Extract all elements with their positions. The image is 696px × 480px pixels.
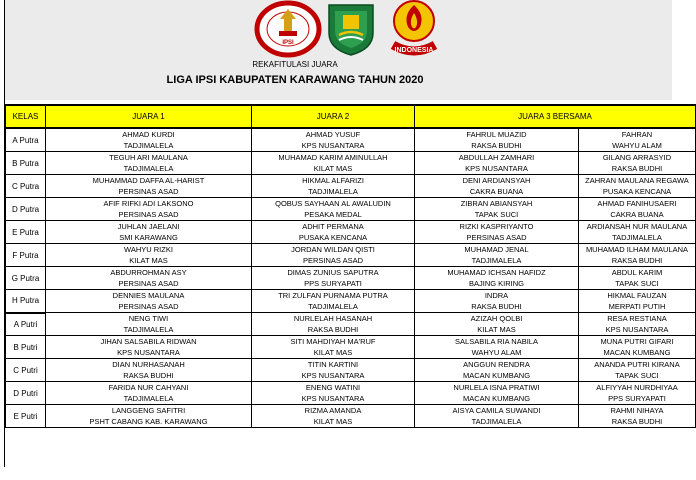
athlete-name-cell: ANANDA PUTRI KIRANA xyxy=(579,359,696,371)
club-name-cell: MACAN KUMBANG xyxy=(415,393,579,405)
table-row xyxy=(6,255,696,267)
club-name-cell: TADJIMALELA xyxy=(415,255,579,267)
table-row xyxy=(6,290,696,302)
table-row xyxy=(6,140,696,152)
ipsi-logo-caption: IPSI xyxy=(282,40,294,46)
athlete-name-cell: MUHAMAD JENAL xyxy=(415,244,579,256)
athlete-name-cell: DIMAS ZUNIUS SAPUTRA xyxy=(252,267,415,279)
club-name-cell: RAKSA BUDHI xyxy=(415,301,579,313)
spreadsheet-frame xyxy=(4,0,689,467)
table-row xyxy=(6,370,696,382)
athlete-name-cell: HIKMAL FAUZAN xyxy=(579,290,696,302)
athlete-name-cell: RESA RESTIANA xyxy=(579,313,696,325)
athlete-name-cell: JUHLAN JAELANI xyxy=(46,221,252,233)
athlete-name-cell: JORDAN WILDAN QISTI xyxy=(252,244,415,256)
kelas-cell: B Putri xyxy=(6,336,46,359)
table-row xyxy=(6,405,696,417)
athlete-name-cell: WAHYU RIZKI xyxy=(46,244,252,256)
table-row xyxy=(6,198,696,210)
athlete-name-cell: ENENG WATINI xyxy=(252,382,415,394)
athlete-name-cell: QOBUS SAYHAAN AL AWALUDIN xyxy=(252,198,415,210)
table-row xyxy=(6,232,696,244)
athlete-name-cell: RAHMI NIHAYA xyxy=(579,405,696,417)
table-row xyxy=(6,244,696,256)
athlete-name-cell: AHMAD FANIHUSAERI xyxy=(579,198,696,210)
kelas-cell: B Putra xyxy=(6,152,46,175)
club-name-cell: MERPATI PUTIH xyxy=(579,301,696,313)
athlete-name-cell: HIKMAL ALFARIZI xyxy=(252,175,415,187)
athlete-name-cell: NURLELA ISNA PRATIWI xyxy=(415,382,579,394)
club-name-cell: KPS NUSANTARA xyxy=(415,163,579,175)
athlete-name-cell: SALSABILA RIA NABILA xyxy=(415,336,579,348)
athlete-name-cell: RIZKI KASPRIYANTO xyxy=(415,221,579,233)
athlete-name-cell: DENI ARDIANSYAH xyxy=(415,175,579,187)
club-name-cell: WAHYU ALAM xyxy=(415,347,579,359)
club-name-cell: KPS NUSANTARA xyxy=(252,140,415,152)
club-name-cell: MACAN KUMBANG xyxy=(579,347,696,359)
report-header xyxy=(5,0,672,100)
club-name-cell: TADJIMALELA xyxy=(415,416,579,428)
athlete-name-cell: TEGUH ARI MAULANA xyxy=(46,152,252,164)
table-row xyxy=(6,347,696,359)
club-name-cell: CAKRA BUANA xyxy=(579,209,696,221)
athlete-name-cell: AHMAD YUSUF xyxy=(252,128,415,140)
athlete-name-cell: LANGGENG SAFITRI xyxy=(46,405,252,417)
athlete-name-cell: TITIN KARTINI xyxy=(252,359,415,371)
kelas-cell: G Putra xyxy=(6,267,46,290)
table-row xyxy=(6,313,696,325)
col-header-juara-2: JUARA 2 xyxy=(252,105,415,128)
athlete-name-cell: MUHAMMAD DAFFA AL-HARIST xyxy=(46,175,252,187)
kelas-cell: C Putri xyxy=(6,359,46,382)
indonesia-logo xyxy=(381,1,447,57)
club-name-cell: KILAT MAS xyxy=(252,163,415,175)
athlete-name-cell: AZIZAH QOLBI xyxy=(415,313,579,325)
club-name-cell: MACAN KUMBANG xyxy=(415,370,579,382)
club-name-cell: PSHT CABANG KAB. KARAWANG xyxy=(46,416,252,428)
athlete-name-cell: AHMAD KURDI xyxy=(46,128,252,140)
club-name-cell: PUSAKA KENCANA xyxy=(579,186,696,198)
table-row xyxy=(6,209,696,221)
club-name-cell: PERSINAS ASAD xyxy=(46,301,252,313)
club-name-cell: TAPAK SUCI xyxy=(415,209,579,221)
logo-strip xyxy=(255,1,447,58)
club-name-cell: RAKSA BUDHI xyxy=(579,255,696,267)
club-name-cell: TADJIMALELA xyxy=(46,140,252,152)
club-name-cell: PPS SURYAPATI xyxy=(252,278,415,290)
club-name-cell: PESAKA MEDAL xyxy=(252,209,415,221)
club-name-cell: TAPAK SUCI xyxy=(579,370,696,382)
table-row xyxy=(6,175,696,187)
athlete-name-cell: MUNA PUTRI GIFARI xyxy=(579,336,696,348)
kelas-cell: E Putra xyxy=(6,221,46,244)
athlete-name-cell: ABDURROHMAN ASY xyxy=(46,267,252,279)
club-name-cell: CAKRA BUANA xyxy=(415,186,579,198)
athlete-name-cell: ANGGUN RENDRA xyxy=(415,359,579,371)
kelas-cell: C Putra xyxy=(6,175,46,198)
club-name-cell: SMI KARAWANG xyxy=(46,232,252,244)
table-body xyxy=(6,128,696,428)
club-name-cell: KPS NUSANTARA xyxy=(252,393,415,405)
club-name-cell: PERSINAS ASAD xyxy=(252,255,415,267)
club-name-cell: RAKSA BUDHI xyxy=(252,324,415,336)
club-name-cell: KPS NUSANTARA xyxy=(46,347,252,359)
ipsi-logo xyxy=(255,1,321,57)
athlete-name-cell: MUHAMAD ICHSAN HAFIDZ xyxy=(415,267,579,279)
table-row xyxy=(6,416,696,428)
table-row xyxy=(6,152,696,164)
club-name-cell: KILAT MAS xyxy=(252,416,415,428)
athlete-name-cell: DENNIES MAULANA xyxy=(46,290,252,302)
athlete-name-cell: NURLELAH HASANAH xyxy=(252,313,415,325)
athlete-name-cell: ZIBRAN ABIANSYAH xyxy=(415,198,579,210)
athlete-name-cell: ARDIANSAH NUR MAULANA xyxy=(579,221,696,233)
club-name-cell: RAKSA BUDHI xyxy=(415,140,579,152)
club-name-cell: PERSINAS ASAD xyxy=(46,186,252,198)
club-name-cell: KILAT MAS xyxy=(46,255,252,267)
club-name-cell: KILAT MAS xyxy=(415,324,579,336)
club-name-cell: TADJIMALELA xyxy=(46,324,252,336)
kelas-cell: F Putra xyxy=(6,244,46,267)
table-row xyxy=(6,324,696,336)
club-name-cell: TAPAK SUCI xyxy=(579,278,696,290)
club-name-cell: TADJIMALELA xyxy=(252,301,415,313)
club-name-cell: KILAT MAS xyxy=(252,347,415,359)
table-row xyxy=(6,186,696,198)
champions-table xyxy=(5,104,696,428)
kelas-cell: D Putra xyxy=(6,198,46,221)
club-name-cell: PUSAKA KENCANA xyxy=(252,232,415,244)
athlete-name-cell: ABDUL KARIM xyxy=(579,267,696,279)
kelas-cell: H Putra xyxy=(6,290,46,313)
club-name-cell: RAKSA BUDHI xyxy=(46,370,252,382)
athlete-name-cell: AFIF RIFKI ADI LAKSONO xyxy=(46,198,252,210)
club-name-cell: RAKSA BUDHI xyxy=(579,163,696,175)
athlete-name-cell: ZAHRAN MAULANA REGAWA xyxy=(579,175,696,187)
club-name-cell: PERSINAS ASAD xyxy=(46,278,252,290)
kelas-cell: A Putra xyxy=(6,128,46,152)
club-name-cell: KPS NUSANTARA xyxy=(579,324,696,336)
col-header-juara-3: JUARA 3 BERSAMA xyxy=(415,105,696,128)
kelas-cell: E Putri xyxy=(6,405,46,428)
col-header-juara-1: JUARA 1 xyxy=(46,105,252,128)
club-name-cell: TADJIMALELA xyxy=(46,393,252,405)
athlete-name-cell: JIHAN SALSABILA RIDWAN xyxy=(46,336,252,348)
athlete-name-cell: MUHAMAD ILHAM MAULANA xyxy=(579,244,696,256)
athlete-name-cell: FAHRAN xyxy=(579,128,696,140)
table-row xyxy=(6,267,696,279)
club-name-cell: TADJIMALELA xyxy=(46,163,252,175)
report-subtitle: REKAFITULASI JUARA xyxy=(252,60,338,69)
table-header-row xyxy=(6,105,696,128)
table-row xyxy=(6,278,696,290)
kelas-cell: D Putri xyxy=(6,382,46,405)
club-name-cell: RAKSA BUDHI xyxy=(579,416,696,428)
indonesia-logo-caption: INDONESIA xyxy=(394,47,434,54)
athlete-name-cell: GILANG ARRASYID xyxy=(579,152,696,164)
karawang-logo xyxy=(323,1,379,57)
kelas-cell: A Putri xyxy=(6,313,46,336)
table-row xyxy=(6,359,696,371)
club-name-cell: KPS NUSANTARA xyxy=(252,370,415,382)
athlete-name-cell: ADHIT PERMANA xyxy=(252,221,415,233)
club-name-cell: PERSINAS ASAD xyxy=(46,209,252,221)
report-title: LIGA IPSI KABUPATEN KARAWANG TAHUN 2020 xyxy=(166,74,424,86)
athlete-name-cell: FAHRUL MUAZID xyxy=(415,128,579,140)
athlete-name-cell: NENG TIWI xyxy=(46,313,252,325)
athlete-name-cell: ABDULLAH ZAMHARI xyxy=(415,152,579,164)
table-row xyxy=(6,382,696,394)
col-header-kelas: KELAS xyxy=(6,105,46,128)
table-row xyxy=(6,221,696,233)
club-name-cell: TADJIMALELA xyxy=(252,186,415,198)
athlete-name-cell: FARIDA NUR CAHYANI xyxy=(46,382,252,394)
club-name-cell: TADJIMALELA xyxy=(579,232,696,244)
athlete-name-cell: INDRA xyxy=(415,290,579,302)
table-row xyxy=(6,163,696,175)
athlete-name-cell: SITI MAHDIYAH MA'RUF xyxy=(252,336,415,348)
club-name-cell: PERSINAS ASAD xyxy=(415,232,579,244)
table-row xyxy=(6,393,696,405)
athlete-name-cell: ALFIYYAH NURDHIYAA xyxy=(579,382,696,394)
club-name-cell: BAJING KIRING xyxy=(415,278,579,290)
athlete-name-cell: TRI ZULFAN PURNAMA PUTRA xyxy=(252,290,415,302)
table-row xyxy=(6,336,696,348)
table-row xyxy=(6,301,696,313)
athlete-name-cell: RIZMA AMANDA xyxy=(252,405,415,417)
club-name-cell: WAHYU ALAM xyxy=(579,140,696,152)
athlete-name-cell: AISYA CAMILA SUWANDI xyxy=(415,405,579,417)
table-row xyxy=(6,128,696,140)
athlete-name-cell: MUHAMAD KARIM AMINULLAH xyxy=(252,152,415,164)
club-name-cell: PPS SURYAPATI xyxy=(579,393,696,405)
athlete-name-cell: DIAN NURHASANAH xyxy=(46,359,252,371)
